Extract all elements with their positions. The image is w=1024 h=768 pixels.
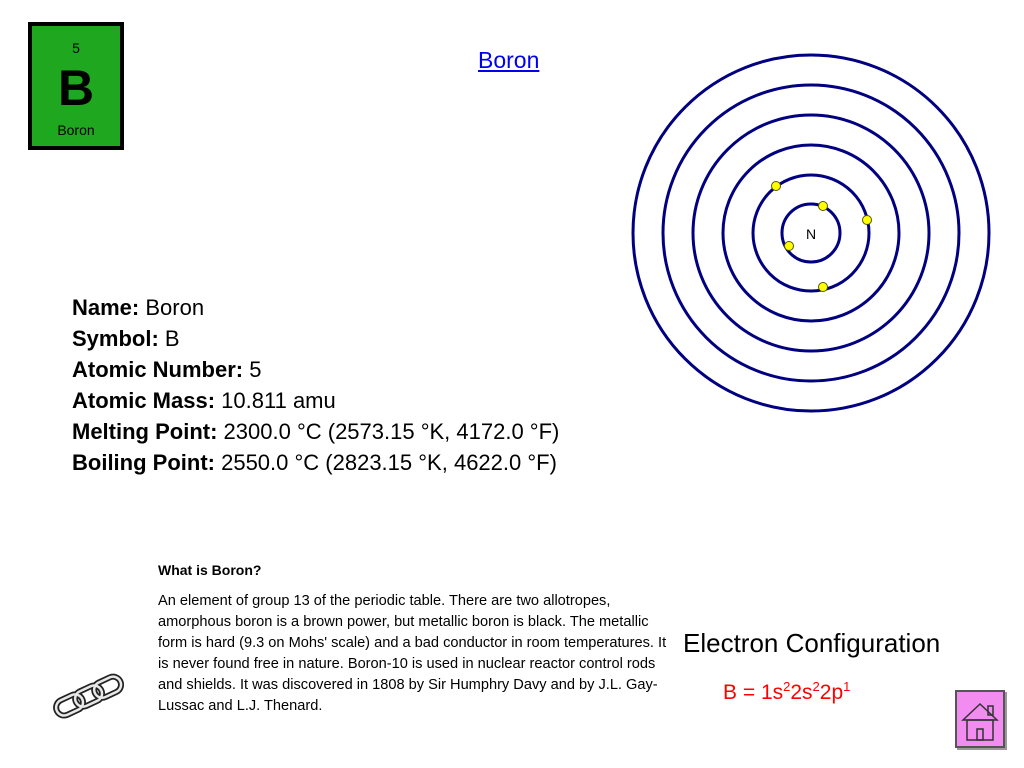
- page-title-link[interactable]: Boron: [478, 47, 540, 73]
- config-prefix: B = 1s: [723, 681, 784, 704]
- electron: [785, 242, 794, 251]
- electron: [819, 202, 828, 211]
- property-row: [72, 385, 559, 416]
- element-tile-number: 5: [72, 40, 80, 56]
- element-tile-symbol: B: [57, 60, 95, 116]
- property-value: 2300.0 °C (2573.15 °K, 4172.0 °F): [223, 419, 560, 444]
- chain-link-icon[interactable]: [50, 670, 128, 724]
- property-row: [72, 416, 559, 447]
- property-row: [72, 354, 559, 385]
- config-orbital: 2p: [819, 681, 844, 704]
- electron-config-title: Electron Configuration: [683, 628, 941, 658]
- property-label: Boiling Point:: [72, 450, 215, 475]
- element-tile-name: Boron: [57, 122, 95, 138]
- property-row: [72, 292, 559, 323]
- property-label: Symbol:: [72, 326, 159, 351]
- property-value: 2550.0 °C (2823.15 °K, 4622.0 °F): [221, 450, 557, 475]
- property-label: Atomic Number:: [72, 357, 244, 382]
- property-row: [72, 323, 559, 354]
- config-superscript: 2: [783, 679, 791, 694]
- house-icon: [957, 692, 1003, 746]
- electron: [819, 283, 828, 292]
- property-value: 5: [249, 357, 262, 382]
- property-label: Name:: [72, 295, 140, 320]
- property-row: [72, 447, 559, 478]
- electron: [863, 216, 872, 225]
- config-orbital: 2s: [790, 681, 813, 704]
- property-value: 10.811 amu: [221, 388, 336, 413]
- description-text: An element of group 13 of the periodic table. There are two allotropes, amorphous boron is a brown power, but metallic boron is black. The metallic form is hard (9.3 on Mohs' scale) and a bad conductor in room temperatures. It is never found free in nature. Boron-10 is used in nuclear reactor control rods and shields. It was discovered in 1808 by Sir Humphry Davy and by J.L. Gay-Lussac and L.J. Thenard.: [158, 593, 667, 714]
- config-superscript: 1: [843, 679, 851, 694]
- description-title: What is Boron?: [158, 562, 262, 578]
- property-value: B: [164, 326, 180, 351]
- electron-config-formula: [723, 679, 850, 705]
- home-button[interactable]: [955, 690, 1005, 748]
- element-properties: [72, 292, 559, 478]
- property-value: Boron: [145, 295, 205, 320]
- config-superscript: 2: [812, 679, 820, 694]
- property-label: Atomic Mass:: [72, 388, 216, 413]
- electron: [772, 182, 781, 191]
- property-label: Melting Point:: [72, 419, 218, 444]
- nucleus-label: N: [805, 226, 817, 242]
